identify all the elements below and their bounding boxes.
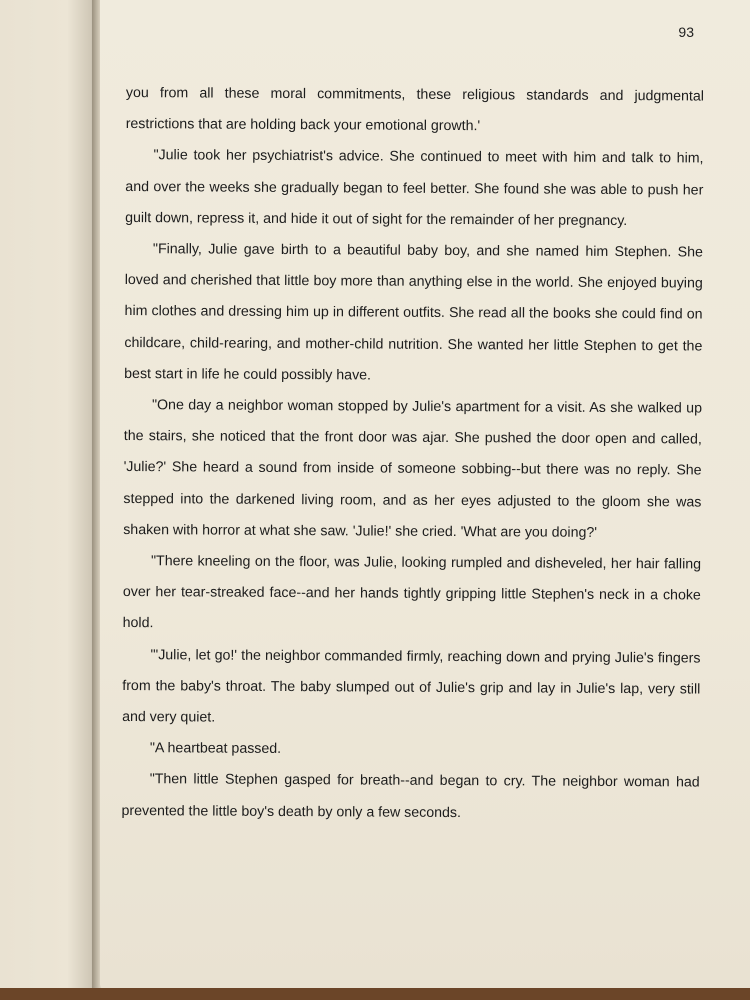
paragraph: "'Julie, let go!' the neighbor commanded firmly, reaching down and prying Julie's fingers from the baby's throat. The baby slumped out of Julie's grip and lay in Julie's lap, very still and very quiet. [122,646,701,726]
table-surface [0,988,750,1000]
paragraph: "There kneeling on the floor, was Julie, looking rumpled and disheveled, her hair falling over her tear-streaked face--and her hands tightly gripping little Stephen's neck in a choke hold. [122,553,702,632]
paragraph: you from all these moral commitments, these religious standards and judgmental restrictions that are holding back your emotional growth.' [125,84,704,135]
left-page [0,0,96,1000]
paragraph: "Finally, Julie gave birth to a beautiful baby boy, and she named him Stephen. She loved and cherished that little boy more than anything else in the world. She enjoyed buying him clothes and dressing him up in different outfits. She read all the books she could find on childcare, child-rearing, and mother-child nutrition. She wanted her little Stephen to get the best start in life he could possibly have. [124,241,703,384]
paragraph: "A heartbeat passed. [149,740,282,758]
paragraph: "Julie took her psychiatrist's advice. She continued to meet with him and talk to him, and over the weeks she gradually began to feel better. She found she was able to push her guilt down, repress it, and hide it out of sight for the remainder of her pregnancy. [125,147,704,229]
paragraph: "Then little Stephen gasped for breath--and began to cry. The neighbor woman had prevented the little boy's death by only a few seconds. [121,771,700,821]
body-text [121,78,704,830]
paragraph: "One day a neighbor woman stopped by Julie's apartment for a visit. As she walked up the stairs, she noticed that the front door was ajar. She pushed the door open and called, 'Julie?' She heard a sound from inside of someone sobbing--but there was no reply. She stepped into the darkened living room, and as her eyes adjusted to the gloom she was shaken with horror at what she saw. 'Julie!' she cried. 'What are you doing?' [123,397,703,541]
page-number: 93 [678,24,694,40]
